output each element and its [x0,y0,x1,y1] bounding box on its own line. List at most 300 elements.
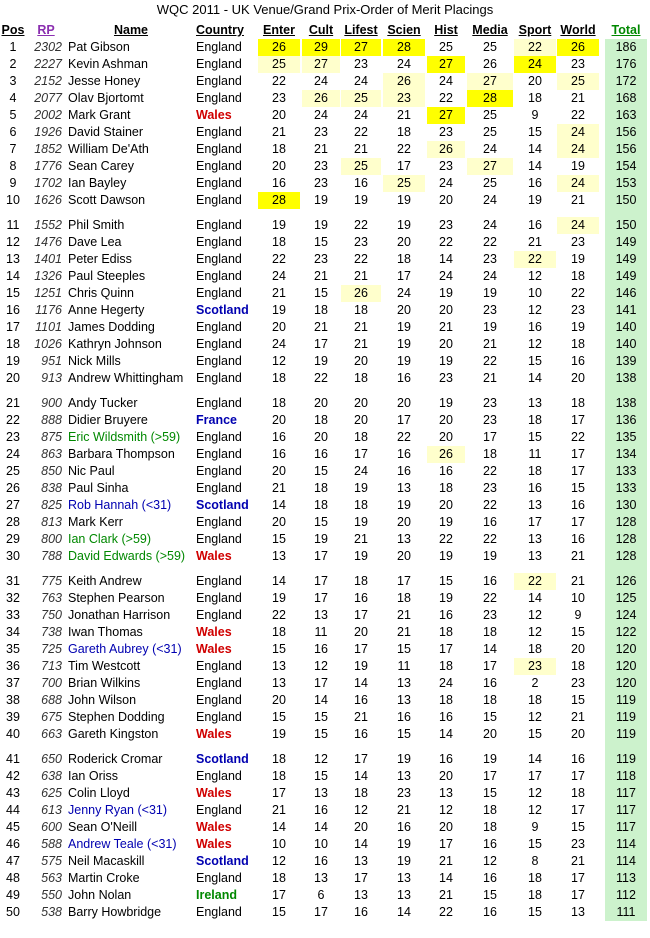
cell-total: 126 [605,573,647,590]
cell-pos: 40 [6,727,20,741]
cell-rp: 563 [41,871,62,885]
table-row[interactable] [0,175,650,192]
cell-score-cult: 23 [314,252,328,266]
cell-score-enter: 22 [272,252,286,266]
cell-score-enter: 14 [272,820,286,834]
cell-score-media: 18 [483,803,497,817]
cell-country: England [196,481,242,495]
table-row[interactable] [0,302,650,319]
table-row[interactable] [0,658,650,675]
cell-score-cult: 17 [314,905,328,919]
cell-score-cult: 23 [314,125,328,139]
cell-score-media: 16 [483,837,497,851]
table-row[interactable] [0,531,650,548]
cell-country: England [196,371,242,385]
header-cult[interactable]: Cult [308,23,334,37]
header-enter[interactable]: Enter [263,23,295,37]
cell-pos: 27 [6,498,20,512]
cell-score-scien: 18 [397,591,411,605]
cell-score-media: 16 [483,676,497,690]
table-row[interactable] [0,234,650,251]
cell-country: England [196,769,242,783]
cell-score-lifest: 20 [354,625,368,639]
cell-score-cult: 13 [314,608,328,622]
cell-score-world: 16 [571,532,585,546]
cell-score-sport: 16 [528,481,542,495]
cell-score-cult: 15 [314,286,328,300]
cell-country: Wales [196,837,232,851]
cell-name: Stephen Dodding [68,710,165,724]
group-separator [0,387,650,395]
cell-score-hist: 19 [439,354,453,368]
cell-score-hist: 24 [439,74,453,88]
cell-rp: 2302 [34,40,62,54]
cell-score-sport: 13 [528,498,542,512]
table-row[interactable] [0,353,650,370]
cell-country: England [196,591,242,605]
cell-name: Mark Kerr [68,515,123,529]
cell-total: 176 [605,56,647,73]
cell-country: Wales [196,786,232,800]
cell-score-lifest: 22 [354,125,368,139]
cell-pos: 13 [6,252,20,266]
table-row[interactable] [0,446,650,463]
header-world[interactable]: World [560,23,596,37]
cell-score-cult: 6 [317,888,325,902]
table-row[interactable] [0,573,650,590]
cell-score-cult: 16 [314,642,328,656]
cell-score-cult: 19 [314,532,328,546]
table-row[interactable] [0,285,650,302]
cell-score-hist: 12 [439,803,453,817]
cell-score-sport: 2 [531,676,539,690]
table-row[interactable] [0,751,650,768]
cell-score-media: 27 [467,158,513,175]
cell-score-hist: 24 [439,269,453,283]
cell-total: 120 [605,641,647,658]
table-row[interactable] [0,192,650,209]
cell-score-sport: 14 [528,371,542,385]
table-row[interactable] [0,836,650,853]
cell-total: 149 [605,251,647,268]
cell-pos: 28 [6,515,20,529]
cell-score-lifest: 16 [354,591,368,605]
cell-total: 156 [605,124,647,141]
table-row[interactable] [0,514,650,531]
cell-score-sport: 10 [528,286,542,300]
cell-score-lifest: 18 [354,303,368,317]
cell-score-scien: 14 [397,905,411,919]
table-row[interactable] [0,785,650,802]
header-rp[interactable]: RP [37,23,55,37]
cell-score-media: 24 [483,193,497,207]
table-row[interactable] [0,497,650,514]
cell-score-hist: 26 [427,446,465,463]
table-row[interactable] [0,39,650,56]
cell-score-sport: 18 [528,91,542,105]
cell-score-scien: 19 [397,837,411,851]
cell-score-world: 18 [571,337,585,351]
table-row[interactable] [0,709,650,726]
cell-pos: 10 [6,193,20,207]
cell-total: 154 [605,158,647,175]
cell-score-hist: 23 [439,125,453,139]
cell-score-sport: 19 [528,193,542,207]
cell-score-lifest: 20 [354,820,368,834]
cell-score-enter: 16 [272,176,286,190]
cell-rp: 813 [41,515,62,529]
cell-score-hist: 22 [439,532,453,546]
cell-score-world: 13 [571,905,585,919]
cell-score-lifest: 13 [354,888,368,902]
cell-score-world: 26 [557,39,599,56]
cell-score-hist: 26 [427,141,465,158]
cell-name: Ian Oriss [68,769,119,783]
cell-score-world: 15 [571,820,585,834]
table-row[interactable] [0,73,650,90]
table-row[interactable] [0,887,650,904]
table-row[interactable] [0,268,650,285]
group-separator [0,565,650,573]
cell-score-hist: 19 [439,286,453,300]
cell-score-scien: 17 [397,159,411,173]
cell-score-cult: 17 [314,676,328,690]
cell-score-hist: 20 [439,769,453,783]
table-row[interactable] [0,904,650,921]
cell-score-lifest: 27 [341,39,381,56]
cell-name: Barbara Thompson [68,447,175,461]
cell-score-sport: 15 [528,727,542,741]
cell-name: Andrew Teale (<31) [68,837,177,851]
cell-score-enter: 19 [272,591,286,605]
cell-total: 118 [605,768,647,785]
table-header [0,22,650,39]
cell-score-enter: 15 [272,532,286,546]
cell-score-media: 23 [483,303,497,317]
cell-name: Rob Hannah (<31) [68,498,172,512]
cell-score-scien: 13 [397,481,411,495]
table-row[interactable] [0,124,650,141]
cell-pos: 12 [6,235,20,249]
cell-pos: 14 [6,269,20,283]
cell-score-media: 15 [483,710,497,724]
cell-score-world: 18 [571,269,585,283]
cell-pos: 20 [6,371,20,385]
cell-rp: 913 [41,371,62,385]
cell-pos: 42 [6,769,20,783]
cell-score-enter: 20 [272,320,286,334]
cell-score-scien: 13 [397,769,411,783]
cell-rp: 850 [41,464,62,478]
cell-score-sport: 24 [514,56,556,73]
cell-total: 120 [605,675,647,692]
table-row[interactable] [0,429,650,446]
table-row[interactable] [0,412,650,429]
cell-score-world: 22 [571,430,585,444]
cell-score-enter: 15 [272,642,286,656]
cell-score-cult: 10 [314,837,328,851]
table-row[interactable] [0,853,650,870]
cell-country: England [196,676,242,690]
cell-score-hist: 17 [439,642,453,656]
cell-name: Nic Paul [68,464,115,478]
cell-score-world: 22 [571,286,585,300]
cell-score-media: 23 [483,396,497,410]
cell-rp: 838 [41,481,62,495]
header-lifest[interactable]: Lifest [344,23,378,37]
cell-score-hist: 21 [439,888,453,902]
cell-score-enter: 10 [272,837,286,851]
cell-pos: 5 [9,108,17,122]
cell-rp: 638 [41,769,62,783]
cell-score-sport: 13 [528,532,542,546]
cell-country: England [196,218,242,232]
cell-score-world: 23 [571,837,585,851]
cell-score-scien: 23 [383,90,425,107]
cell-country: Scotland [196,854,249,868]
table-row[interactable] [0,548,650,565]
cell-score-enter: 22 [272,608,286,622]
cell-score-media: 14 [483,642,497,656]
table-row[interactable] [0,607,650,624]
cell-pos: 18 [6,337,20,351]
cell-score-enter: 24 [272,269,286,283]
table-row[interactable] [0,768,650,785]
cell-country: Wales [196,625,232,639]
cell-score-world: 19 [571,252,585,266]
cell-score-scien: 22 [397,142,411,156]
table-row[interactable] [0,624,650,641]
table-row[interactable] [0,107,650,124]
cell-score-media: 22 [483,498,497,512]
cell-score-cult: 15 [314,235,328,249]
cell-score-hist: 15 [439,574,453,588]
cell-total: 128 [605,514,647,531]
cell-score-cult: 19 [314,354,328,368]
cell-score-cult: 12 [314,752,328,766]
header-scien[interactable]: Scien [387,23,421,37]
cell-name: Andy Tucker [68,396,138,410]
table-row[interactable] [0,802,650,819]
cell-score-enter: 19 [272,218,286,232]
header-country[interactable]: Country [196,23,244,37]
cell-pos: 37 [6,676,20,690]
cell-score-enter: 17 [272,888,286,902]
table-row[interactable] [0,819,650,836]
table-row[interactable] [0,641,650,658]
cell-score-media: 17 [483,430,497,444]
cell-score-hist: 16 [439,464,453,478]
cell-rp: 738 [41,625,62,639]
cell-score-hist: 23 [439,159,453,173]
cell-score-hist: 17 [439,837,453,851]
cell-score-media: 17 [483,659,497,673]
cell-name: William De'Ath [68,142,149,156]
cell-score-enter: 17 [272,786,286,800]
cell-rp: 1702 [34,176,62,190]
cell-score-scien: 20 [397,235,411,249]
table-row[interactable] [0,56,650,73]
cell-score-lifest: 21 [354,337,368,351]
cell-score-world: 17 [571,888,585,902]
cell-rp: 1176 [35,303,62,317]
cell-total: 163 [605,107,647,124]
cell-total: 156 [605,141,647,158]
table-row[interactable] [0,395,650,412]
placings-table [0,22,650,921]
cell-score-cult: 16 [314,854,328,868]
cell-score-sport: 12 [528,608,542,622]
cell-score-media: 24 [483,218,497,232]
cell-score-sport: 21 [528,235,542,249]
cell-score-enter: 20 [272,464,286,478]
cell-pos: 2 [9,57,17,71]
cell-score-world: 21 [571,710,585,724]
cell-score-world: 24 [557,217,599,234]
table-row[interactable] [0,141,650,158]
cell-score-scien: 19 [397,854,411,868]
cell-score-media: 27 [467,73,513,90]
cell-score-cult: 26 [302,90,340,107]
cell-country: England [196,608,242,622]
cell-score-cult: 20 [314,430,328,444]
cell-score-world: 17 [571,769,585,783]
header-name[interactable]: Name [113,23,149,37]
cell-score-hist: 23 [439,218,453,232]
cell-score-enter: 21 [272,125,286,139]
cell-pos: 50 [6,905,20,919]
cell-score-world: 21 [571,193,585,207]
cell-total: 128 [605,531,647,548]
cell-pos: 25 [6,464,20,478]
cell-score-media: 22 [483,591,497,605]
header-hist[interactable]: Hist [434,23,458,37]
cell-total: 136 [605,412,647,429]
cell-name: Jonathan Harrison [68,608,171,622]
cell-score-hist: 20 [439,430,453,444]
cell-score-enter: 20 [272,515,286,529]
cell-score-scien: 21 [397,108,411,122]
header-media[interactable]: Media [472,23,508,37]
cell-score-lifest: 23 [354,57,368,71]
cell-rp: 1401 [34,252,62,266]
cell-score-hist: 16 [439,710,453,724]
table-row[interactable] [0,336,650,353]
cell-rp: 863 [41,447,62,461]
table-row[interactable] [0,870,650,887]
cell-name: Nick Mills [68,354,121,368]
cell-score-lifest: 16 [354,905,368,919]
cell-score-hist: 20 [439,303,453,317]
table-row[interactable] [0,158,650,175]
cell-pos: 49 [6,888,20,902]
cell-country: England [196,515,242,529]
cell-rp: 613 [41,803,62,817]
cell-total: 119 [605,726,647,743]
cell-pos: 32 [6,591,20,605]
cell-rp: 688 [41,693,62,707]
cell-score-enter: 28 [258,192,300,209]
cell-score-media: 21 [483,371,497,385]
cell-score-world: 19 [571,320,585,334]
cell-score-world: 24 [557,141,599,158]
cell-score-enter: 24 [272,337,286,351]
cell-rp: 2152 [34,74,62,88]
cell-rp: 951 [41,354,62,368]
cell-score-scien: 21 [397,803,411,817]
cell-country: Ireland [196,888,237,902]
cell-country: England [196,193,242,207]
cell-score-enter: 15 [272,905,286,919]
cell-score-sport: 12 [528,269,542,283]
cell-rp: 625 [41,786,62,800]
header-sport[interactable]: Sport [518,23,552,37]
cell-score-hist: 21 [439,320,453,334]
cell-score-scien: 17 [397,269,411,283]
cell-name: Eric Wildsmith (>59) [68,430,181,444]
cell-score-cult: 18 [314,413,328,427]
table-row[interactable] [0,590,650,607]
cell-score-sport: 18 [528,464,542,478]
table-row[interactable] [0,480,650,497]
cell-score-hist: 27 [427,107,465,124]
cell-name: Olav Bjortomt [68,91,144,105]
table-row[interactable] [0,370,650,387]
cell-name: Brian Wilkins [68,676,141,690]
cell-country: England [196,532,242,546]
cell-name: Ian Bayley [68,176,127,190]
cell-score-sport: 18 [528,888,542,902]
cell-pos: 6 [9,125,17,139]
header-pos[interactable]: Pos [1,23,25,37]
cell-score-lifest: 17 [354,642,368,656]
header-total[interactable]: Total [611,23,641,37]
table-row[interactable] [0,463,650,480]
table-row[interactable] [0,726,650,743]
cell-pos: 26 [6,481,20,495]
cell-rp: 2227 [34,57,62,71]
cell-score-enter: 22 [272,74,286,88]
cell-score-cult: 16 [314,447,328,461]
table-row[interactable] [0,217,650,234]
cell-score-sport: 14 [528,159,542,173]
table-row[interactable] [0,675,650,692]
cell-score-world: 22 [571,108,585,122]
cell-total: 134 [605,446,647,463]
cell-score-world: 24 [557,124,599,141]
cell-score-scien: 16 [397,371,411,385]
cell-score-scien: 16 [397,710,411,724]
cell-score-scien: 18 [397,252,411,266]
table-row[interactable] [0,319,650,336]
cell-score-cult: 17 [314,574,328,588]
table-row[interactable] [0,692,650,709]
cell-score-world: 20 [571,371,585,385]
cell-score-lifest: 18 [354,786,368,800]
table-row[interactable] [0,90,650,107]
cell-name: John Nolan [68,888,132,902]
table-row[interactable] [0,251,650,268]
cell-score-lifest: 18 [354,574,368,588]
total-column-fill [605,565,647,573]
cell-score-cult: 12 [314,659,328,673]
cell-score-media: 15 [483,786,497,800]
cell-score-scien: 13 [397,532,411,546]
cell-score-hist: 19 [439,396,453,410]
cell-name: Dave Lea [68,235,122,249]
cell-country: England [196,91,242,105]
cell-score-scien: 25 [383,175,425,192]
